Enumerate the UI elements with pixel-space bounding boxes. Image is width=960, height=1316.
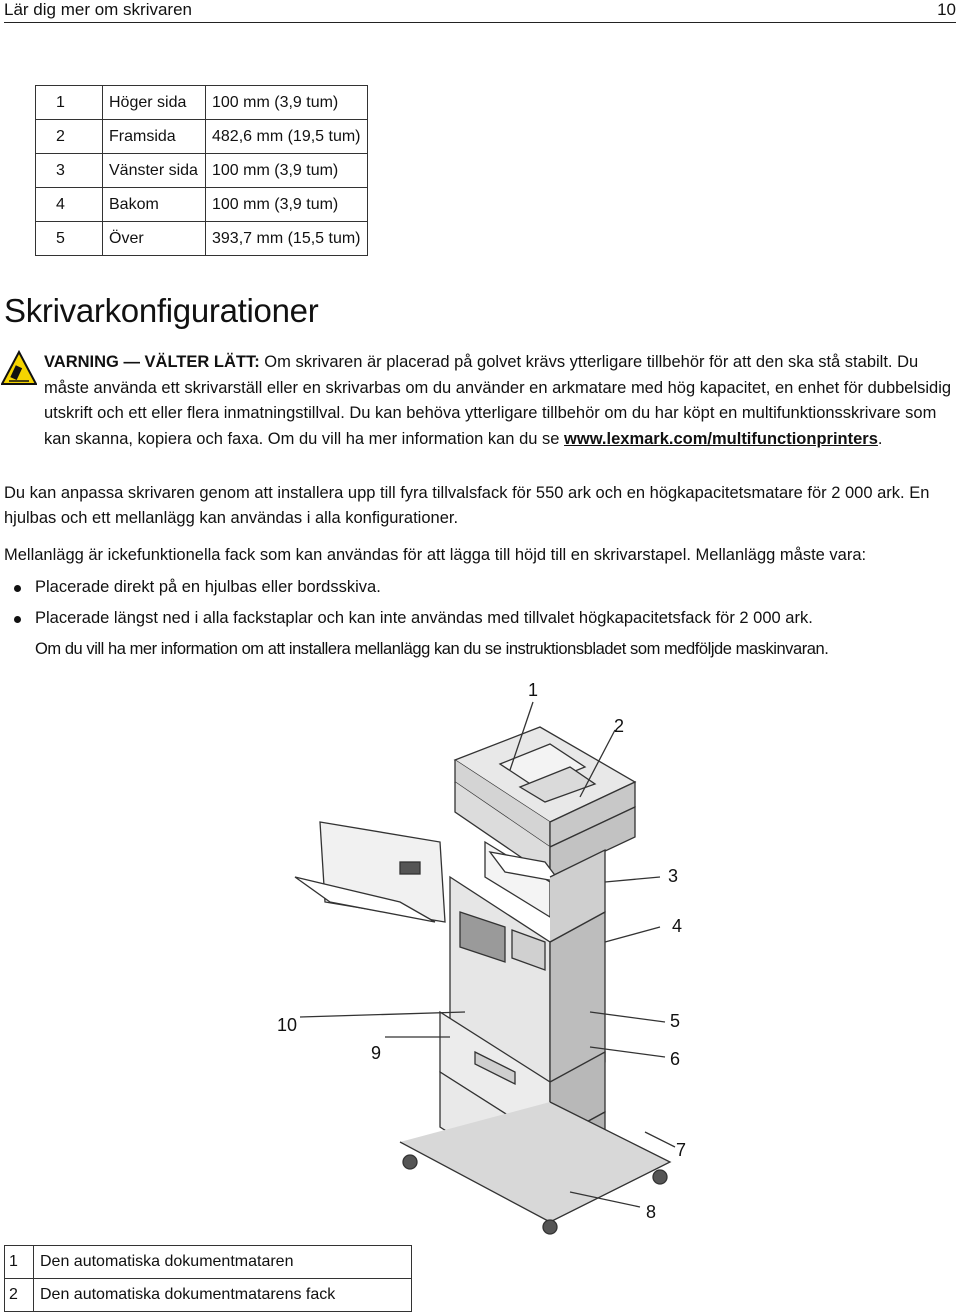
row-name: Den automatiska dokumentmatarens fack bbox=[34, 1279, 412, 1312]
table-row bbox=[5, 1246, 412, 1279]
row-value: 100 mm (3,9 tum) bbox=[206, 188, 368, 222]
list-item bbox=[4, 606, 954, 631]
row-value: 393,7 mm (15,5 tum) bbox=[206, 222, 368, 256]
table-row bbox=[36, 86, 368, 120]
warning-tipping-icon bbox=[1, 350, 37, 386]
parts-table bbox=[4, 1245, 412, 1312]
list-item-text: Placerade direkt på en hjulbas eller bordsskiva. bbox=[35, 578, 381, 596]
row-number: 5 bbox=[36, 222, 103, 256]
callout-3: 3 bbox=[668, 866, 679, 886]
row-number: 3 bbox=[36, 154, 103, 188]
page-number: 10 bbox=[937, 0, 956, 19]
table-row bbox=[36, 188, 368, 222]
list-item-text: Placerade längst ned i alla fackstaplar och kan inte användas med tillvalet högkapacitetsfack för 2 000 ark. bbox=[35, 609, 813, 627]
row-side: Bakom bbox=[103, 188, 206, 222]
warning-label: VARNING — VÄLTER LÄTT: bbox=[44, 353, 260, 371]
row-number: 2 bbox=[5, 1279, 34, 1312]
section-heading: Skrivarkonfigurationer bbox=[4, 292, 319, 329]
row-number: 1 bbox=[5, 1246, 34, 1279]
bullet-dot bbox=[14, 585, 21, 592]
row-side: Framsida bbox=[103, 120, 206, 154]
callout-9: 9 bbox=[371, 1043, 382, 1063]
row-side: Över bbox=[103, 222, 206, 256]
callout-7: 7 bbox=[676, 1140, 687, 1160]
row-side: Höger sida bbox=[103, 86, 206, 120]
table-row bbox=[5, 1279, 412, 1312]
callout-8: 8 bbox=[646, 1202, 657, 1222]
callout-2: 2 bbox=[614, 716, 625, 736]
callout-5: 5 bbox=[670, 1011, 681, 1031]
clearance-table bbox=[35, 85, 368, 256]
row-value: 100 mm (3,9 tum) bbox=[206, 154, 368, 188]
row-value: 482,6 mm (19,5 tum) bbox=[206, 120, 368, 154]
warning-body: Om skrivaren är placerad på golvet krävs ytterligare tillbehör för att den ska stå stabilt. Du måste använda ett skrivarställ eller en skrivarbas om du använder en arkmatare med hög kapacitet, en enhet för dubbelsidig utskrift och ett eller flera inmatningstillval. Du kan behöva ytterligare tillbehör om du har köpt en multifunktionsskrivare som kan skanna, kopiera och faxa. Om du vill ha mer information kan du se bbox=[44, 353, 952, 448]
more-info-paragraph: Om du vill ha mer information om att installera mellanlägg kan du se instruktionsbladet som medföljde maskinvaran. bbox=[35, 640, 829, 658]
table-row bbox=[36, 154, 368, 188]
callout-1: 1 bbox=[528, 680, 539, 700]
row-number: 2 bbox=[36, 120, 103, 154]
callout-10: 10 bbox=[277, 1015, 298, 1035]
row-number: 1 bbox=[36, 86, 103, 120]
callout-4: 4 bbox=[672, 916, 683, 936]
lexmark-link[interactable]: www.lexmark.com/multifunctionprinters bbox=[564, 429, 878, 448]
header-title: Lär dig mer om skrivaren bbox=[4, 0, 193, 19]
row-number: 4 bbox=[36, 188, 103, 222]
warning-text bbox=[44, 350, 956, 452]
warning-end: . bbox=[877, 429, 883, 448]
printer-illustration bbox=[250, 672, 690, 1237]
callout-6: 6 bbox=[670, 1049, 681, 1069]
config-paragraph: Du kan anpassa skrivaren genom att installera upp till fyra tillvalsfack för 550 ark och en högkapacitetsmatare för 2 000 ark. En hjulbas och ett mellanlägg kan användas i alla konfigurationer. bbox=[4, 484, 930, 527]
row-side: Vänster sida bbox=[103, 154, 206, 188]
page-header bbox=[4, 0, 956, 23]
row-name: Den automatiska dokumentmataren bbox=[34, 1246, 412, 1279]
table-row bbox=[36, 222, 368, 256]
spacer-paragraph: Mellanlägg är ickefunktionella fack som kan användas för att lägga till höjd till en skrivarstapel. Mellanlägg måste vara: bbox=[4, 546, 867, 564]
bullet-dot bbox=[14, 616, 21, 623]
row-value: 100 mm (3,9 tum) bbox=[206, 86, 368, 120]
list-item bbox=[4, 575, 954, 600]
table-row bbox=[36, 120, 368, 154]
